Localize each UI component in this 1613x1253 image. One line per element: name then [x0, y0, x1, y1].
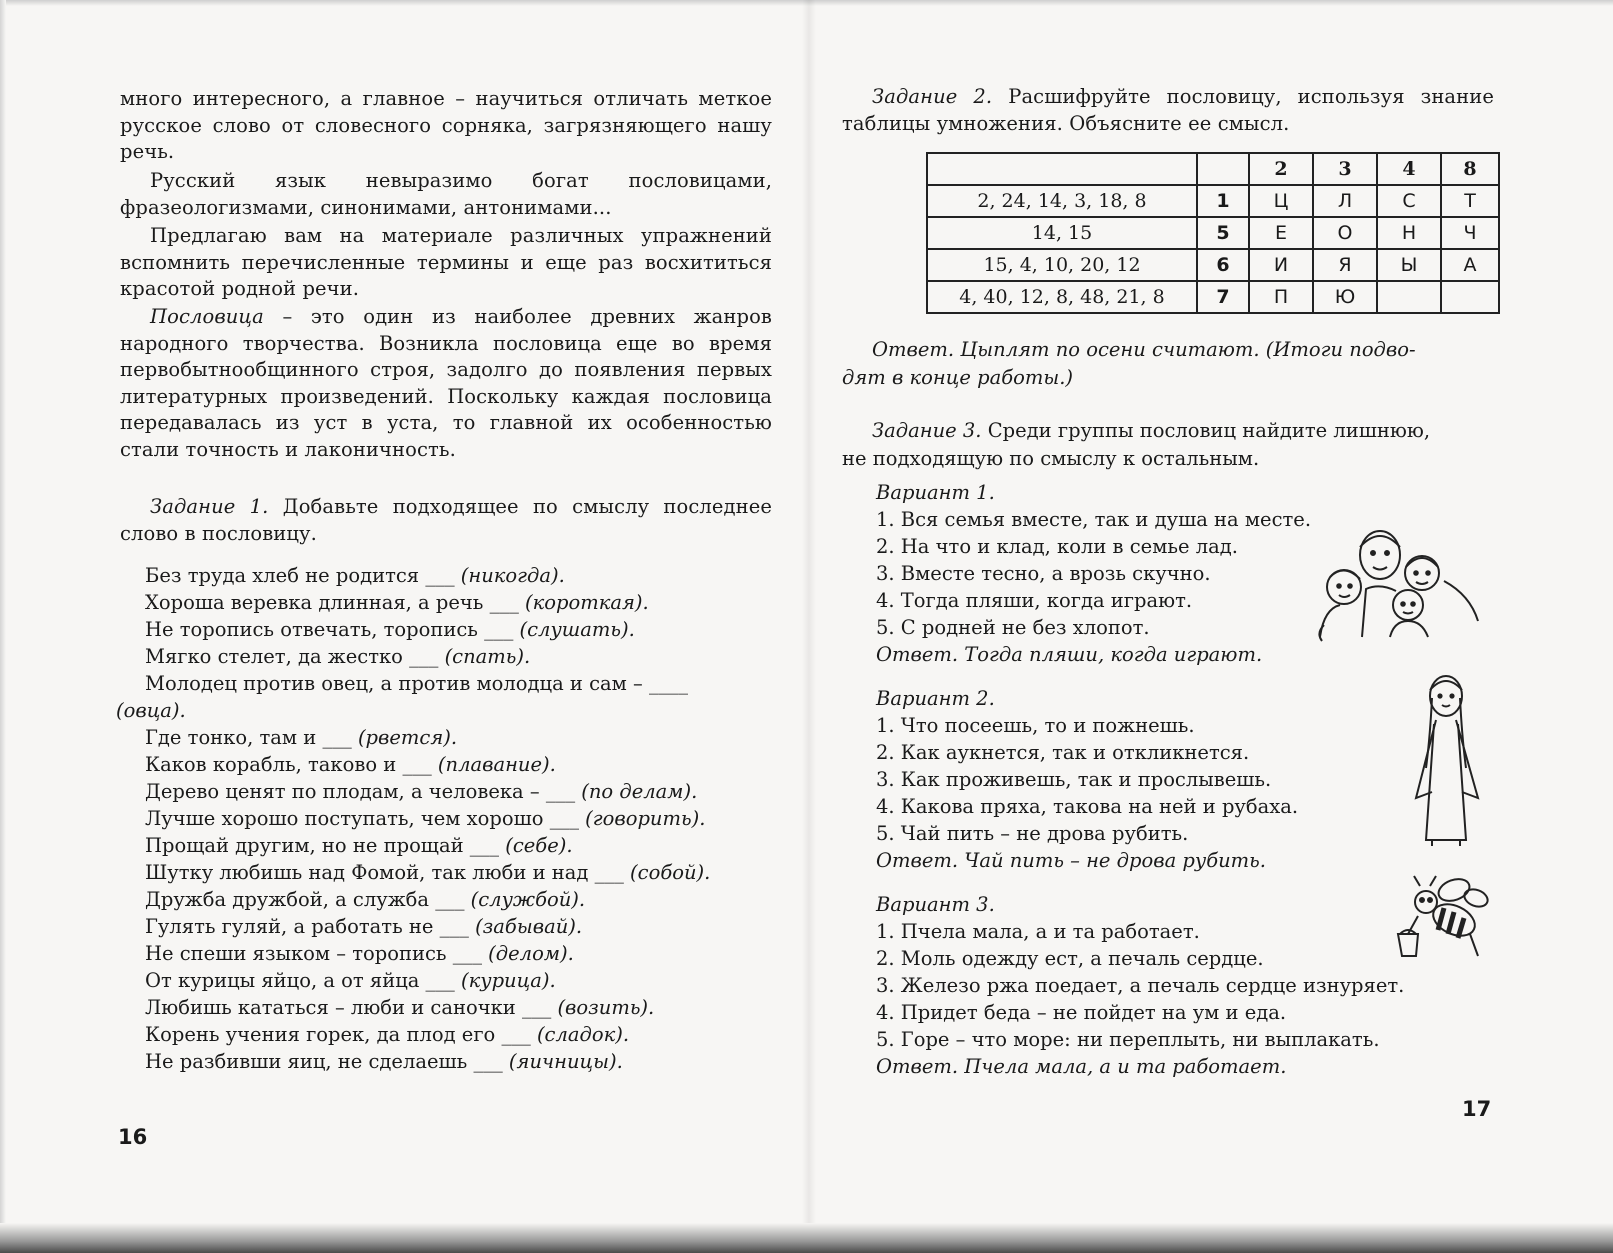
proverb-line — [116, 698, 186, 724]
task1-instruction — [120, 494, 772, 547]
cipher-cell: Ц — [1249, 185, 1313, 217]
variant-answer: Ответ. Тогда пляши, когда играют. — [876, 643, 1263, 666]
definition-text: – это один из наиболее древних жанров народного творчества. Возникла пословица еще во время первобытнообщинного строя, задолго до появления первых литературных произведений. Поскольку каждая пословица передавалась из уст в уста, то главной их особенностью стали точность и лаконичность. — [120, 305, 772, 461]
task1-text: Добавьте подходящее по смыслу последнее слово в пословицу. — [120, 495, 772, 545]
proverb-line — [145, 590, 649, 616]
bee-illustration — [1396, 872, 1492, 968]
proverb-text: Не спеши языком – торопись ___ — [145, 942, 489, 965]
proverb-text: Каков корабль, таково и ___ — [145, 753, 438, 776]
proverb-answer: (сладок). — [536, 1023, 630, 1046]
proverb-line — [145, 563, 565, 589]
proverb-text: Дерево ценят по плодам, а человека – ___ — [145, 780, 582, 803]
task2-answer-line2: дят в конце работы.) — [842, 366, 1074, 389]
left-page — [0, 0, 805, 1220]
variant-item: 2. Как аукнется, так и откликнется. — [876, 741, 1250, 764]
variant-item: 2. На что и клад, коли в семье лад. — [876, 535, 1238, 558]
proverb-line — [145, 644, 530, 670]
cipher-cell: 6 — [1197, 249, 1249, 281]
task3-text-1: Среди группы пословиц найдите лишнюю, — [981, 419, 1431, 442]
proverb-text: Гулять гуляй, а работать не ___ — [145, 915, 476, 938]
proverb-text: Хороша веревка длинная, а речь ___ — [145, 591, 526, 614]
cipher-header-row — [927, 153, 1499, 185]
proverb-line — [145, 968, 556, 994]
proverb-answer: (забывай). — [475, 915, 583, 938]
cipher-numbers-cell: 4, 40, 12, 8, 48, 21, 8 — [927, 281, 1197, 313]
proverb-answer: (плавание). — [437, 753, 556, 776]
variant-item: 3. Железо ржа поедает, а печаль сердце изнуряет. — [876, 974, 1405, 997]
proverb-line — [145, 671, 688, 697]
proverb-text: Лучше хорошо поступать, чем хорошо ___ — [145, 807, 586, 830]
cipher-cell: А — [1441, 249, 1499, 281]
proverb-text: Корень учения горек, да плод его ___ — [145, 1023, 537, 1046]
proverb-answer: (говорить). — [585, 807, 706, 830]
variant-title: Вариант 1. — [876, 481, 995, 504]
cipher-cell: 5 — [1197, 217, 1249, 249]
cipher-row — [927, 281, 1499, 313]
cipher-numbers-cell: 15, 4, 10, 20, 12 — [927, 249, 1197, 281]
proverb-line — [145, 995, 654, 1021]
proverb-text: Не разбивши яиц, не сделаешь ___ — [145, 1050, 509, 1073]
cipher-cell: П — [1249, 281, 1313, 313]
cipher-cell — [1377, 281, 1441, 313]
cipher-header-cell — [927, 153, 1197, 185]
proverb-answer: (рвется). — [357, 726, 458, 749]
proverb-line — [145, 779, 697, 805]
intro-paragraph-1: много интересного, а главное – научиться отличать меткое русское слово от словесного сорняка, загрязняющего нашу речь. — [120, 87, 772, 163]
proverb-answer: (спать). — [444, 645, 531, 668]
cipher-cell: Ю — [1313, 281, 1377, 313]
variant-item: 4. Тогда пляши, когда играют. — [876, 589, 1193, 612]
variant-answer: Ответ. Чай пить – не дрова рубить. — [876, 849, 1266, 872]
cipher-numbers-cell: 14, 15 — [927, 217, 1197, 249]
proverb-answer: (себе). — [505, 834, 573, 857]
proverb-line — [145, 887, 585, 913]
cipher-cell — [1441, 281, 1499, 313]
proverb-text: Шутку любишь над Фомой, так люби и над ___ — [145, 861, 631, 884]
variant-item: 5. Чай пить – не дрова рубить. — [876, 822, 1189, 845]
cipher-cell: Ы — [1377, 249, 1441, 281]
proverb-answer: (курица). — [461, 969, 556, 992]
variant-title: Вариант 2. — [876, 687, 995, 710]
cipher-row — [927, 185, 1499, 217]
proverb-text: Дружба дружбой, а служба ___ — [145, 888, 471, 911]
task2-answer-line1: Ответ. Цыплят по осени считают. (Итоги подво- — [872, 338, 1416, 361]
proverb-text: Мягко стелет, да жестко ___ — [145, 645, 445, 668]
cipher-row — [927, 249, 1499, 281]
variant-item: 4. Придет беда – не пойдет на ум и еда. — [876, 1001, 1287, 1024]
task3-instruction-line1 — [872, 418, 1430, 444]
intro-paragraph-3: Предлагаю вам на материале различных упражнений вспомнить перечисленные термины и еще раз восхититься красотой родной речи. — [120, 224, 772, 300]
proverb-answer: (службой). — [470, 888, 586, 911]
proverb-answer: (овца). — [116, 699, 186, 722]
task2-label-inline: Задание 2. — [872, 85, 993, 108]
cipher-cell: И — [1249, 249, 1313, 281]
intro-paragraph-2: Русский язык невыразимо богат пословицами, фразеологизмами, синонимами, антонимами... — [120, 169, 772, 219]
proverb-text: Не торопись отвечать, торопись ___ — [145, 618, 520, 641]
variant-item: 1. Пчела мала, а и та работает. — [876, 920, 1200, 943]
right-page — [810, 0, 1613, 1220]
cipher-row — [927, 217, 1499, 249]
cipher-header-cell: 2 — [1249, 153, 1313, 185]
variant-item: 1. Что посеешь, то и пожнешь. — [876, 714, 1195, 737]
variant-item: 2. Моль одежду ест, а печаль сердце. — [876, 947, 1264, 970]
proverb-answer: (делом). — [488, 942, 574, 965]
proverb-line — [145, 752, 556, 778]
variant-item: 5. С родней не без хлопот. — [876, 616, 1150, 639]
proverb-text: Где тонко, там и ___ — [145, 726, 358, 749]
girl-illustration — [1396, 668, 1492, 848]
variant-answer: Ответ. Пчела мала, а и та работает. — [876, 1055, 1287, 1078]
cipher-numbers-cell: 2, 24, 14, 3, 18, 8 — [927, 185, 1197, 217]
cipher-header-cell — [1197, 153, 1249, 185]
definition-term: Пословица — [150, 305, 264, 328]
task2-instruction — [842, 84, 1494, 137]
proverb-line — [145, 860, 710, 886]
cipher-header-cell: 4 — [1377, 153, 1441, 185]
variant-item: 3. Как проживешь, так и прослывешь. — [876, 768, 1272, 791]
proverb-line — [145, 914, 582, 940]
variant-item: 1. Вся семья вместе, так и душа на месте. — [876, 508, 1312, 531]
proverb-line — [145, 725, 457, 751]
family-illustration — [1310, 525, 1482, 645]
cipher-cell: Я — [1313, 249, 1377, 281]
proverb-answer: (яичницы). — [508, 1050, 623, 1073]
proverb-line — [145, 1022, 629, 1048]
proverb-answer: (собой). — [630, 861, 711, 884]
proverb-answer: (слушать). — [519, 618, 635, 641]
page-number-left: 16 — [118, 1125, 148, 1149]
task3-label: Задание 3. — [872, 419, 982, 442]
cipher-cell: С — [1377, 185, 1441, 217]
cipher-cell: Л — [1313, 185, 1377, 217]
variant-item: 3. Вместе тесно, а врозь скучно. — [876, 562, 1211, 585]
proverb-text: Без труда хлеб не родится ___ — [145, 564, 461, 587]
proverb-line — [145, 617, 635, 643]
proverb-text: Молодец против овец, а против молодца и сам – ____ — [145, 672, 688, 695]
task2-text: Расшифруйте пословицу, используя знание таблицы умножения. Объясните ее смысл. — [842, 85, 1494, 135]
variant-title: Вариант 3. — [876, 893, 995, 916]
cipher-table — [926, 152, 1500, 314]
cipher-cell: Ч — [1441, 217, 1499, 249]
variant-item: 4. Какова пряха, такова на ней и рубаха. — [876, 795, 1299, 818]
variant-item: 5. Горе – что море: ни переплыть, ни выплакать. — [876, 1028, 1380, 1051]
proverb-text: Прощай другим, но не прощай ___ — [145, 834, 506, 857]
cipher-header-cell: 3 — [1313, 153, 1377, 185]
scan-edge-bottom — [0, 1223, 1613, 1253]
proverb-line — [145, 806, 705, 832]
cipher-header-cell: 8 — [1441, 153, 1499, 185]
cipher-cell: 1 — [1197, 185, 1249, 217]
cipher-cell: О — [1313, 217, 1377, 249]
proverb-answer: (короткая). — [525, 591, 649, 614]
task3-instruction-line2: не подходящую по смыслу к остальным. — [842, 447, 1260, 470]
page-number-right: 17 — [1462, 1097, 1492, 1121]
cipher-cell: Е — [1249, 217, 1313, 249]
proverb-text: От курицы яйцо, а от яйца ___ — [145, 969, 462, 992]
proverb-answer: (по делам). — [581, 780, 698, 803]
proverb-line — [145, 941, 574, 967]
cipher-cell: Н — [1377, 217, 1441, 249]
proverb-answer: (никогда). — [460, 564, 565, 587]
definition-paragraph — [120, 304, 772, 463]
proverb-text: Любишь кататься – люби и саночки ___ — [145, 996, 558, 1019]
cipher-cell: 7 — [1197, 281, 1249, 313]
cipher-cell: Т — [1441, 185, 1499, 217]
task1-label: Задание 1. — [150, 495, 269, 518]
proverb-answer: (возить). — [557, 996, 655, 1019]
proverb-line — [145, 1049, 623, 1075]
proverb-line — [145, 833, 573, 859]
